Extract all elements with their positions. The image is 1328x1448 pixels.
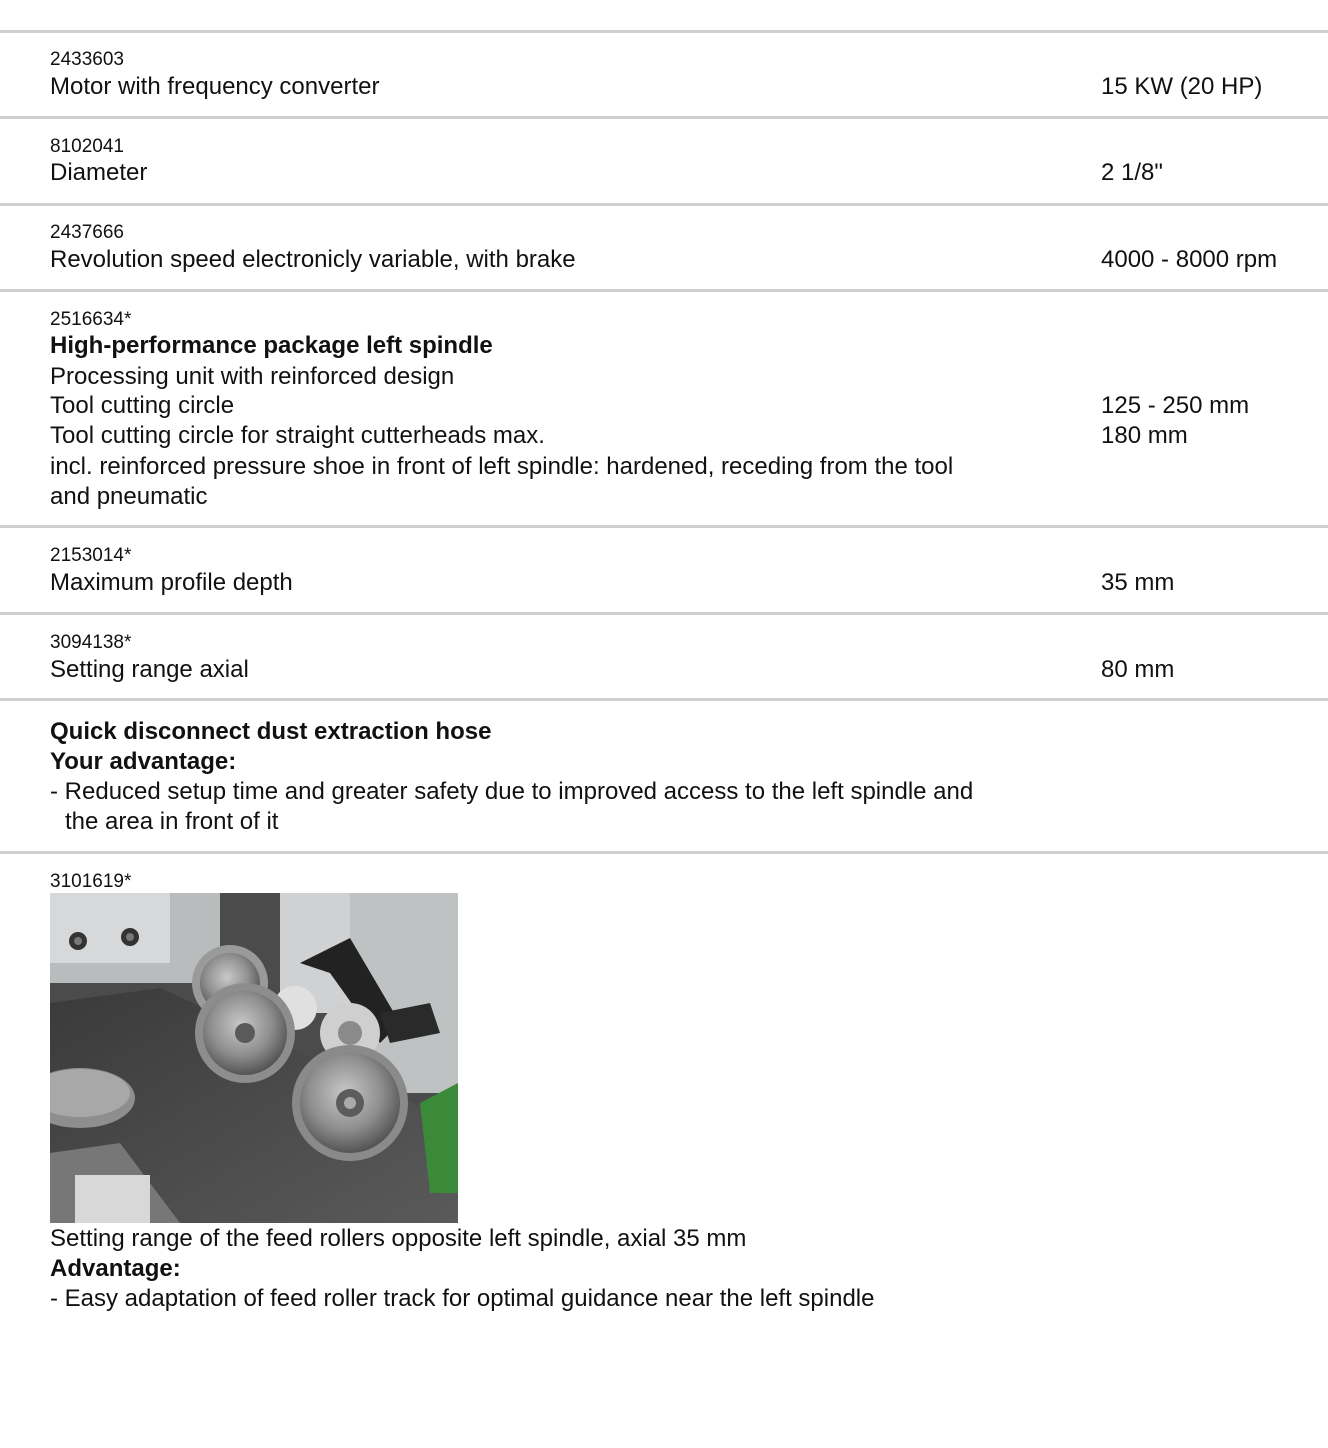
article-number: 2437666 <box>50 222 124 243</box>
advantage-label: Advantage: <box>50 1255 181 1282</box>
article-number: 2433603 <box>50 49 124 70</box>
article-number: 3101619* <box>50 871 132 892</box>
spec-title: High-performance package left spindle <box>50 332 493 359</box>
advantage-text: the area in front of it <box>65 808 279 835</box>
spec-value: 15 KW (20 HP) <box>1101 73 1263 100</box>
spec-title: Setting range axial <box>50 656 249 683</box>
spec-value: 180 mm <box>1101 422 1188 449</box>
spec-value: 80 mm <box>1101 656 1175 683</box>
spec-title: Maximum profile depth <box>50 569 293 596</box>
spec-line: Tool cutting circle <box>50 392 235 419</box>
divider <box>0 289 1328 292</box>
divider <box>0 698 1328 701</box>
divider <box>0 203 1328 206</box>
article-number: 8102041 <box>50 136 124 157</box>
spec-line: Processing unit with reinforced design <box>50 363 455 390</box>
article-number: 2516634* <box>50 309 132 330</box>
article-number: 2153014* <box>50 545 132 566</box>
advantage-text: - Reduced setup time and greater safety due to improved access to the left spindle and <box>50 778 974 805</box>
divider <box>0 525 1328 528</box>
spec-value: 2 1/8" <box>1101 159 1163 186</box>
spec-title: Diameter <box>50 159 148 186</box>
spec-value: 4000 - 8000 rpm <box>1101 246 1278 273</box>
spec-value: 125 - 250 mm <box>1101 392 1250 419</box>
advantage-label: Your advantage: <box>50 748 237 775</box>
feed-rollers-photo <box>50 893 458 1223</box>
divider <box>0 30 1328 33</box>
spec-value: 35 mm <box>1101 569 1175 596</box>
spec-line: Tool cutting circle for straight cutterheads max. <box>50 422 545 449</box>
divider <box>0 116 1328 119</box>
divider <box>0 851 1328 854</box>
spec-title: Motor with frequency converter <box>50 73 380 100</box>
advantage-text: - Easy adaptation of feed roller track for optimal guidance near the left spindle <box>50 1285 875 1312</box>
spec-line: and pneumatic <box>50 483 208 510</box>
section-heading: Quick disconnect dust extraction hose <box>50 718 492 745</box>
spec-title: Revolution speed electronicly variable, with brake <box>50 246 576 273</box>
spec-line: incl. reinforced pressure shoe in front of left spindle: hardened, receding from the tool <box>50 453 954 480</box>
feed-caption: Setting range of the feed rollers opposite left spindle, axial 35 mm <box>50 1225 747 1252</box>
article-number: 3094138* <box>50 632 132 653</box>
divider <box>0 612 1328 615</box>
